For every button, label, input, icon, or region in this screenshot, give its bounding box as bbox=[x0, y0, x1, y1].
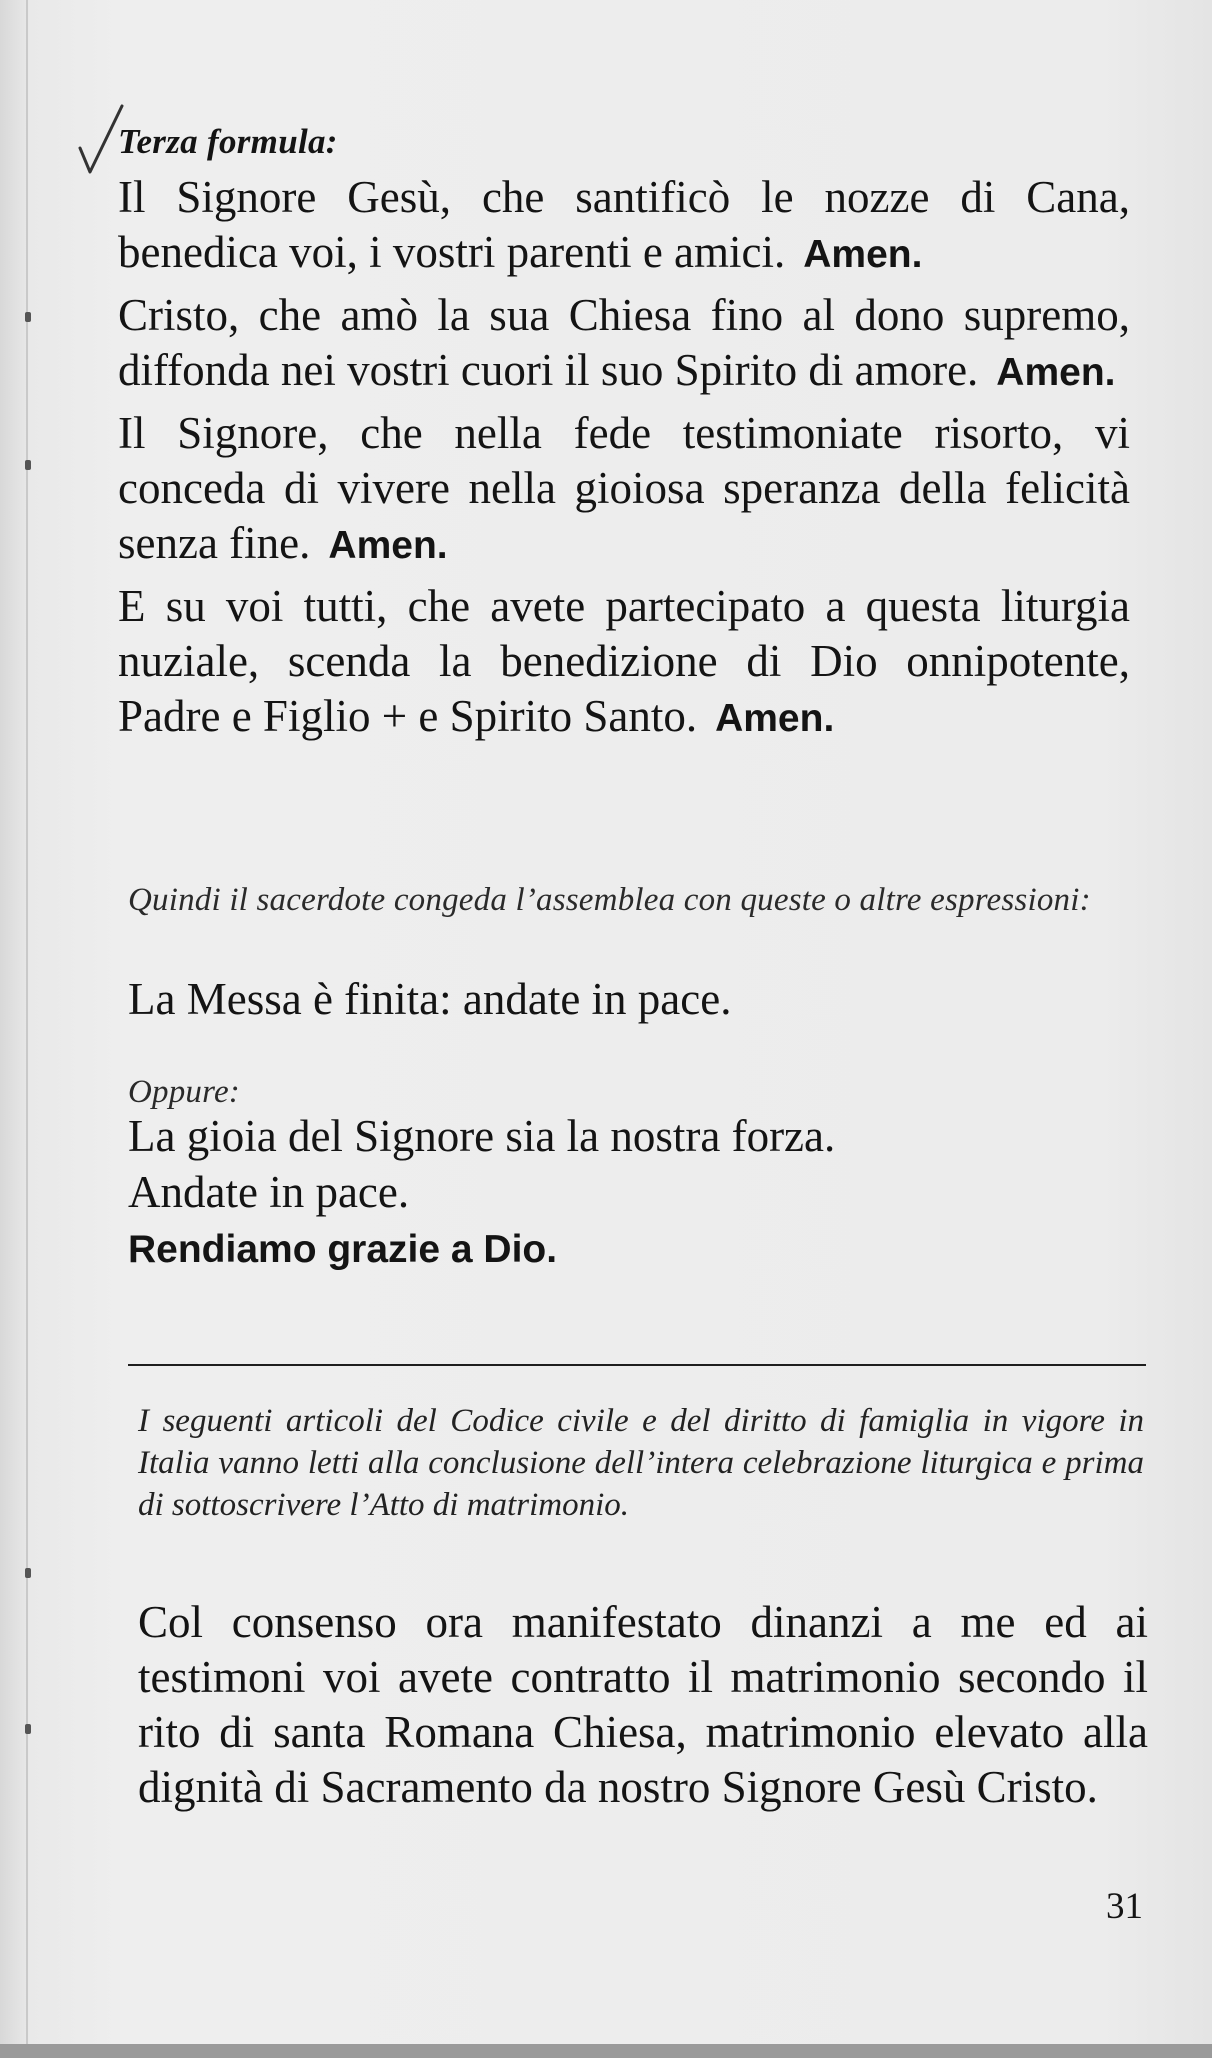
scan-bottom-edge bbox=[0, 2044, 1212, 2058]
dismissal-formula-2 bbox=[128, 1108, 1140, 1220]
amen-response: Amen. bbox=[996, 351, 1116, 394]
divider-rule bbox=[128, 1364, 1146, 1366]
amen-response: Amen. bbox=[328, 524, 448, 567]
prayer-text: Cristo, che amò la sua Chiesa fino al dono supremo, diffonda nei vostri cuori il suo Spirito di amore. bbox=[118, 290, 1130, 395]
margin-mark bbox=[25, 460, 31, 470]
consent-statement: Col consenso ora manifestato dinanzi a me ed ai testimoni voi avete contratto il matrimonio secondo il rito di santa Romana Chiesa, matrimonio elevato alla dignità di Sacramento da nostro Signore Gesù Cristo. bbox=[138, 1597, 1148, 1812]
margin-mark bbox=[25, 1568, 31, 1578]
rubric-oppure: Oppure: bbox=[128, 1074, 240, 1110]
prayer-paragraph bbox=[118, 170, 1130, 282]
margin-mark bbox=[25, 1724, 31, 1734]
amen-response: Amen. bbox=[715, 697, 835, 740]
dismissal-line: La gioia del Signore sia la nostra forza. bbox=[128, 1111, 836, 1161]
dismissal-line: Andate in pace. bbox=[128, 1167, 410, 1217]
rubric-dismissal: Quindi il sacerdote congeda l’assemblea con queste o altre espressioni: bbox=[128, 882, 1091, 918]
prayer-paragraph bbox=[118, 288, 1130, 400]
page-number: 31 bbox=[1106, 1886, 1143, 1927]
amen-response: Amen. bbox=[803, 233, 923, 276]
dismissal-formula-1: La Messa è finita: andate in pace. bbox=[128, 974, 732, 1024]
prayer-paragraph bbox=[118, 406, 1130, 573]
section-heading: Terza formula: bbox=[118, 122, 338, 161]
margin-mark bbox=[25, 312, 31, 322]
final-response: Rendiamo grazie a Dio. bbox=[128, 1228, 558, 1271]
page-gutter bbox=[26, 0, 28, 2058]
civil-code-note: I seguenti articoli del Codice civile e del diritto di famiglia in vigore in Italia vanno letti alla conclusione dell’intera celebrazione liturgica e prima di sottoscrivere l’Atto di matrimonio. bbox=[138, 1403, 1144, 1523]
prayer-paragraph bbox=[118, 579, 1130, 746]
prayer-text: E su voi tutti, che avete partecipato a questa liturgia nuziale, scenda la benedizione di Dio onnipotente, Padre e Figlio + e Spirito Santo. bbox=[118, 581, 1130, 741]
prayer-text: Il Signore Gesù, che santificò le nozze di Cana, benedica voi, i vostri parenti e amici. bbox=[118, 172, 1130, 277]
blessing-prayers bbox=[118, 170, 1130, 752]
prayer-text: Il Signore, che nella fede testimoniate risorto, vi conceda di vivere nella gioiosa speranza della felicità senza fine. bbox=[118, 408, 1130, 568]
